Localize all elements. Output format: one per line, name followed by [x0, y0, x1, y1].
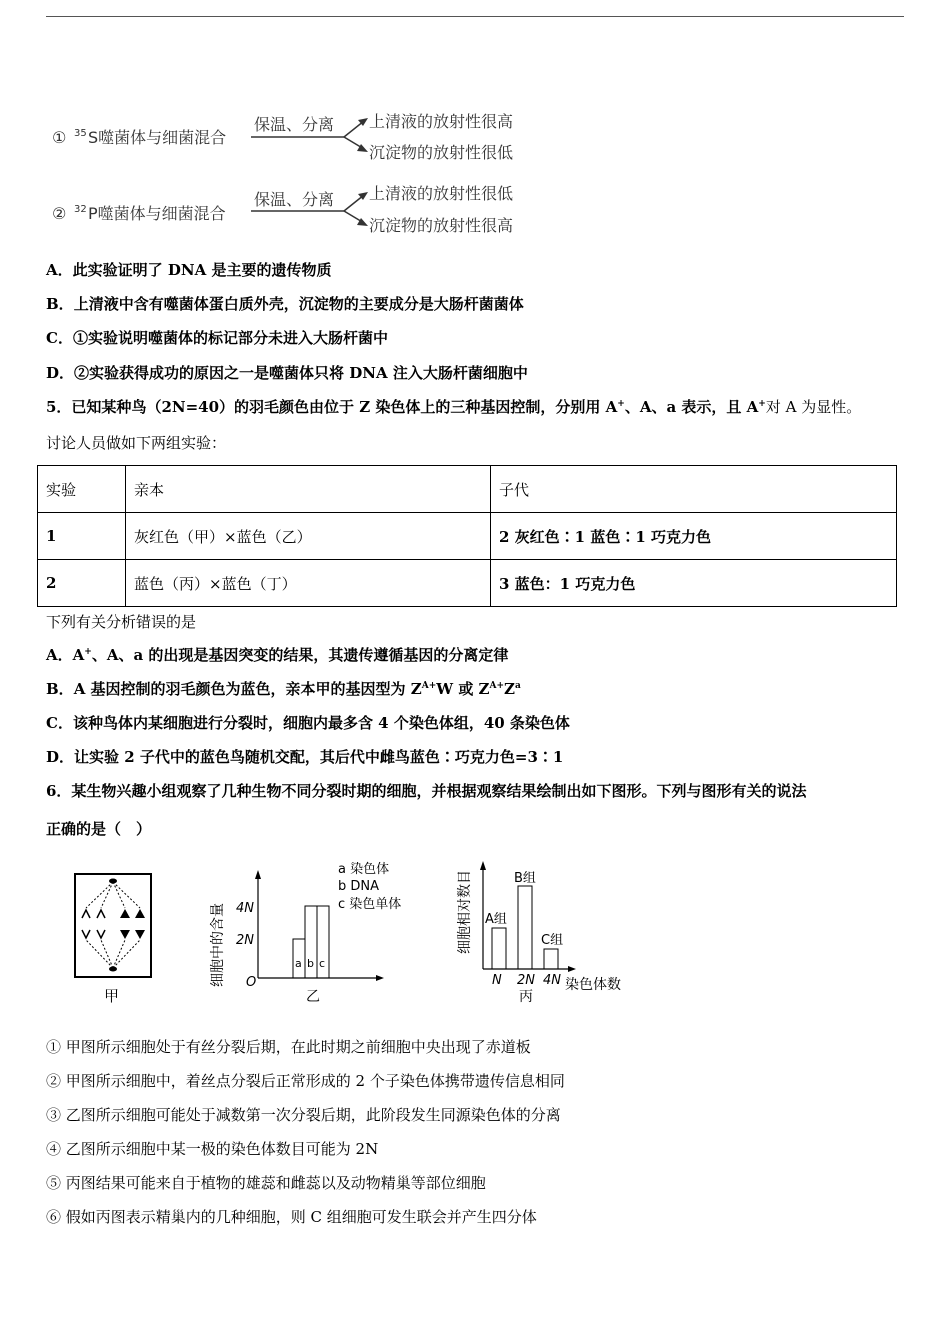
q5-option-c: C．该种鸟体内某细胞进行分裂时，细胞内最多含 4 个染色体组，40 条染色体 — [46, 714, 570, 732]
experiment-row-1 — [52, 112, 513, 162]
q5-option-d: D．让实验 2 子代中的蓝色鸟随机交配，其后代中雌鸟蓝色∶巧克力色=3∶1 — [46, 748, 564, 766]
statement-1: ① 甲图所示细胞处于有丝分裂后期，在此时期之前细胞中央出现了赤道板 — [46, 1038, 531, 1056]
row2-output-2: 沉淀物的放射性很高 — [369, 216, 514, 235]
statement-5: ⑤ 丙图结果可能来自于植物的雄蕊和雌蕊以及动物精巢等部位细胞 — [46, 1174, 486, 1192]
x-tick-2n: 2N — [517, 973, 535, 988]
row1-output-2: 沉淀物的放射性很低 — [369, 143, 514, 162]
q6-stem-line2: 正确的是（ ） — [46, 820, 152, 838]
bar-b-label: b — [307, 957, 314, 970]
tick-4n: 4N — [236, 901, 254, 916]
q6-stem: 6．某生物兴趣小组观察了几种生物不同分裂时期的细胞，并根据观察结果绘制出如下图形。下列与图形有关的说法 — [46, 782, 807, 800]
q4-option-a: A．此实验证明了 DNA 是主要的遗传物质 — [46, 261, 332, 279]
tick-2n: 2N — [236, 933, 254, 948]
q5-option-a: A．A+、A、a 的出现是基因突变的结果，其遗传遵循基因的分离定律 — [46, 646, 509, 664]
group-c-label: C组 — [541, 933, 564, 948]
experiment-row-2 — [52, 184, 513, 235]
phage-experiment-diagram — [46, 105, 546, 240]
chromosomes-lower — [82, 930, 105, 938]
statement-3: ③ 乙图所示细胞可能处于减数第一次分裂后期，此阶段发生同源染色体的分离 — [46, 1106, 561, 1124]
group-a-label: A组 — [485, 912, 507, 927]
fig-jia-caption: 甲 — [104, 987, 120, 1005]
q4-option-d: D．②实验获得成功的原因之一是噬菌体只将 DNA 注入大肠杆菌细胞中 — [46, 364, 528, 382]
fig-yi-caption: 乙 — [306, 989, 320, 1005]
bar-group-c — [544, 949, 558, 969]
q4-option-b: B．上清液中含有噬菌体蛋白质外壳，沉淀物的主要成分是大肠杆菌菌体 — [46, 295, 524, 313]
statement-4: ④ 乙图所示细胞中某一极的染色体数目可能为 2N — [46, 1140, 379, 1158]
row2-mix-label: P噬菌体与细菌混合 — [88, 204, 226, 223]
row1-marker: ① — [52, 128, 67, 147]
row2-isotope: 32 — [74, 204, 87, 215]
legend-a: a 染色体 — [338, 862, 390, 877]
table-cell: 2 — [38, 560, 126, 607]
header-rule — [46, 16, 904, 17]
table-cell: 灰红色（甲）×蓝色（乙） — [126, 513, 491, 560]
q5-question: 下列有关分析错误的是 — [46, 613, 197, 631]
spindle-fibers — [86, 882, 140, 968]
bar-group-a — [492, 928, 506, 969]
row1-isotope: 35 — [74, 128, 87, 139]
row1-mix-label: S噬菌体与细菌混合 — [88, 128, 227, 147]
legend-b: b DNA — [338, 879, 380, 894]
bar-a-label: a — [295, 957, 302, 970]
fig-yi-ylabel: 细胞中的含量 — [210, 903, 226, 987]
origin-label: O — [246, 975, 257, 990]
statement-6: ⑥ 假如丙图表示精巢内的几种细胞，则 C 组细胞可发生联会并产生四分体 — [46, 1208, 537, 1226]
chromosomes-upper-dark — [120, 909, 145, 918]
table-header-cell: 亲本 — [126, 466, 491, 513]
table-cell: 1 — [38, 513, 126, 560]
q5-stem: 5．已知某种鸟（2N=40）的羽毛颜色由位于 Z 染色体上的三种基因控制，分别用 A+、A、a 表示，且 A+对 A 为显性。 — [46, 398, 862, 416]
table-header-row — [38, 466, 897, 513]
table-row — [38, 560, 897, 607]
row1-output-1: 上清液的放射性很高 — [369, 112, 514, 131]
table-cell: 2 灰红色∶1 蓝色∶1 巧克力色 — [491, 513, 897, 560]
statement-2: ② 甲图所示细胞中，着丝点分裂后正常形成的 2 个子染色体携带遗传信息相同 — [46, 1072, 565, 1090]
table-cell: 蓝色（丙）×蓝色（丁） — [126, 560, 491, 607]
fig-bing-xlabel: 染色体数 — [565, 977, 621, 993]
bar-c-label: c — [319, 957, 326, 970]
row1-process-label: 保温、分离 — [254, 115, 335, 134]
table-cell: 3 蓝色：1 巧克力色 — [491, 560, 897, 607]
bar-group-b — [518, 886, 532, 969]
chromosomes-upper — [82, 910, 105, 918]
table-row — [38, 513, 897, 560]
table-header-cell: 子代 — [491, 466, 897, 513]
table-header-cell: 实验 — [38, 466, 126, 513]
row2-process-label: 保温、分离 — [254, 190, 335, 209]
row2-output-1: 上清液的放射性很低 — [369, 184, 514, 203]
x-tick-n: N — [492, 973, 502, 988]
cell-diagram-jia — [70, 868, 160, 1008]
q4-option-c: C．①实验说明噬菌体的标记部分未进入大肠杆菌中 — [46, 329, 388, 347]
row2-marker: ② — [52, 204, 67, 223]
group-b-label: B组 — [514, 871, 536, 886]
x-tick-4n: 4N — [543, 973, 561, 988]
fig-bing-caption: 丙 — [519, 989, 533, 1005]
bar-chart-bing — [455, 850, 645, 1010]
q5-stem-line2: 讨论人员做如下两组实验： — [46, 434, 227, 452]
q5-option-b: B．A 基因控制的羽毛颜色为蓝色，亲本甲的基因型为 $Z^{A+}W$ 或 $Z^{A+}Z^a$ — [46, 680, 521, 698]
fig-bing-ylabel: 细胞相对数目 — [457, 870, 473, 954]
chromosomes-lower-dark — [120, 930, 145, 939]
experiment-table — [37, 465, 897, 607]
bar-chart-yi — [208, 855, 433, 1010]
legend-c: c 染色单体 — [338, 897, 402, 912]
